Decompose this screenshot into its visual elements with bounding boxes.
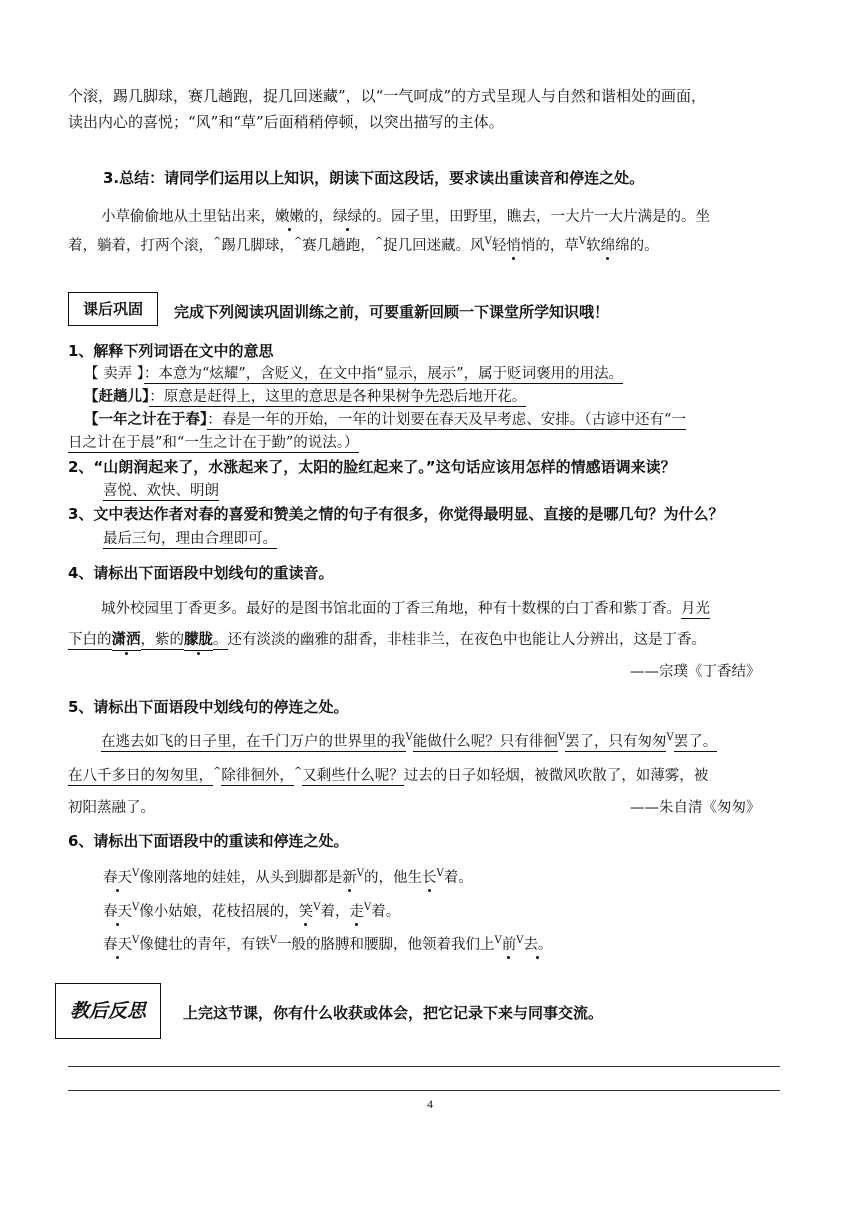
- pause-mark: V: [436, 868, 444, 880]
- passage-text: 还有淡淡的幽雅的甜香，非桂非兰，在夜色中也能让人分辨出，这是丁香。: [227, 632, 706, 648]
- stressed-word: 春天: [103, 900, 132, 921]
- stressed-word: 笑: [299, 900, 314, 921]
- summary-text: 小草偷偷地从土里钻出来，: [101, 209, 275, 225]
- passage-text: 一般的胳膊和腰脚，他领着我们上: [276, 937, 495, 953]
- underlined-sentence: 在八千多日的匆匆里，: [68, 768, 213, 784]
- stressed-word: 前: [502, 933, 517, 954]
- definition: ：本意为“炫耀”，含贬义，在文中指“显示，展示”，属于贬词褒用的用法。: [143, 366, 624, 382]
- underlined-sentence: 在逃去如飞的日子里，在千门万户的世界里的我: [101, 734, 406, 750]
- underlined-sentence: 。: [213, 632, 228, 648]
- underlined-sentence: ，紫的: [140, 632, 184, 648]
- stressed-word: 走: [349, 900, 364, 921]
- q4-line-2: [68, 628, 706, 651]
- term: 【赶趟儿】: [84, 389, 150, 405]
- definition: ：春是一年的开始，一年的计划要在春天及早考虑、安排。（古谚中还有“一: [207, 412, 686, 428]
- link-mark: ^: [293, 766, 303, 778]
- underlined-sentence: 罢了，只有匆匆: [564, 734, 667, 750]
- link-mark: ^: [213, 236, 222, 248]
- summary-text: 捉几回迷藏。风: [383, 238, 485, 254]
- summary-text: 的。: [629, 238, 659, 254]
- pause-mark: V: [132, 935, 140, 947]
- stressed-word: 新: [342, 866, 357, 887]
- summary-text: 的，: [304, 209, 333, 225]
- stressed-word: 朦胧: [184, 628, 213, 651]
- summary-text: 着，躺着，打两个滚，: [68, 238, 213, 254]
- pause-mark: V: [494, 935, 502, 947]
- passage-text: 着，: [320, 904, 350, 920]
- term: 【 卖弄 】: [84, 366, 144, 382]
- question-1-title: 1、解释下列词语在文中的意思: [68, 342, 274, 360]
- question-3-title: 3、文中表达作者对春的喜爱和赞美之情的句子有很多，你觉得最明显、直接的是哪几句？为什么？: [68, 505, 724, 523]
- summary-text: 的。园子里，田野里，瞧去，一大片一大片满是的。坐: [362, 209, 710, 225]
- link-mark: ^: [213, 766, 222, 778]
- q1-item-1: [84, 362, 623, 383]
- pause-mark: V: [484, 236, 492, 248]
- q6-sentence-1: [103, 866, 473, 887]
- q1-item-3: [84, 408, 686, 429]
- underlined-sentence: 下白的: [68, 632, 112, 648]
- pause-mark: V: [132, 902, 140, 914]
- pause-mark: V: [516, 935, 524, 947]
- q5-line-1: [101, 730, 717, 751]
- link-mark: ^: [374, 236, 384, 248]
- q1-item-3-cont: [68, 431, 359, 452]
- underlined-sentence: 除徘徊外，: [221, 768, 294, 784]
- passage-text: 着。: [371, 904, 401, 920]
- underlined-sentence: 罢了。: [673, 734, 718, 750]
- q5-line-3: 初阳蒸融了。: [68, 800, 155, 816]
- summary-heading: 3.总结：请同学们运用以上知识，朗读下面这段话，要求读出重读音和停连之处。: [103, 169, 645, 187]
- stressed-word: 绿绿: [333, 205, 362, 226]
- answer: 喜悦、欢快、明朗: [103, 483, 219, 499]
- question-6-title: 6、请标出下面语段中的重读和停连之处。: [68, 832, 349, 850]
- q4-source: ——宗璞《丁香结》: [630, 664, 761, 680]
- underlined-sentence: 又剩些什么呢？: [302, 768, 404, 784]
- pause-mark: V: [666, 732, 674, 744]
- stressed-word: 潇洒: [112, 628, 141, 651]
- reflection-prompt: 上完这节课，你有什么收获或体会，把它记录下来与同事交流。: [183, 1004, 604, 1022]
- intro-line-2: 读出内心的喜悦；“风”和“草”后面稍稍停顿，以突出描写的主体。: [68, 113, 504, 131]
- underlined-sentence: 月光: [681, 601, 710, 617]
- intro-line-1: 个滚，踢几脚球，赛几趟跑，捉几回迷藏”，以“一气呵成”的方式呈现人与自然和谐相处的画面，: [68, 87, 707, 105]
- reflection-label: 教后反思: [55, 983, 161, 1039]
- writing-line: [68, 1066, 780, 1067]
- passage-text: 的，他生: [363, 870, 422, 886]
- stressed-word: 嫩嫩: [275, 205, 304, 226]
- link-mark: ^: [293, 236, 303, 248]
- question-4-title: 4、请标出下面语段中划线句的重读音。: [68, 564, 334, 582]
- passage-text: 像健壮的青年，有铁: [139, 937, 270, 953]
- pause-mark: V: [313, 902, 321, 914]
- pause-mark: V: [578, 236, 587, 248]
- q6-sentence-2: [103, 900, 400, 921]
- summary-text: 的，草: [535, 238, 579, 254]
- q1-item-2: [84, 385, 526, 406]
- page-number: 4: [427, 1097, 433, 1111]
- question-5-title: 5、请标出下面语段中划线句的停连之处。: [68, 698, 349, 716]
- passage-text: 像刚落地的娃娃，从头到脚都是: [139, 870, 343, 886]
- stressed-word: 春天: [103, 866, 132, 887]
- writing-line: [68, 1090, 780, 1091]
- pause-mark: V: [363, 902, 372, 914]
- summary-line-1: [101, 205, 710, 226]
- stressed-word: 去。: [523, 933, 552, 954]
- passage-text: 过去的日子如轻烟，被微风吹散了，如薄雾，被: [403, 768, 709, 784]
- stressed-word: 软绵绵: [586, 234, 630, 255]
- pause-mark: V: [405, 732, 413, 744]
- q4-line-1: [101, 597, 710, 618]
- term: 【一年之计在于春】: [84, 412, 208, 428]
- consolidation-note: 完成下列阅读巩固训练之前，可要重新回顾一下课堂所学知识哦！: [174, 303, 610, 321]
- q6-sentence-3: [103, 933, 552, 954]
- q2-answer: [103, 479, 219, 500]
- answer: 最后三句，理由合理即可。: [103, 531, 277, 547]
- passage-text: 像小姑娘，花枝招展的，: [139, 904, 299, 920]
- q5-source: ——朱自清《匆匆》: [630, 800, 761, 816]
- passage-text: 城外校园里丁香更多。最好的是图书馆北面的丁香三角地，种有十数棵的白丁香和紫丁香。: [101, 601, 681, 617]
- definition: 日之计在于晨”和“一生之计在于勤”的说法。）: [68, 435, 359, 451]
- pause-mark: V: [269, 935, 277, 947]
- question-2-title: 2、“山朗润起来了，水涨起来了，太阳的脸红起来了。”这句话应该用怎样的情感语调来读？: [68, 458, 676, 476]
- summary-line-2: [68, 234, 659, 255]
- underlined-sentence: 能做什么呢？只有徘徊: [412, 734, 558, 750]
- pause-mark: V: [557, 732, 565, 744]
- summary-text: 赛几趟跑，: [302, 238, 375, 254]
- passage-text: 着。: [443, 870, 473, 886]
- pause-mark: V: [356, 868, 364, 880]
- q3-answer: [103, 527, 277, 548]
- stressed-word: 春天: [103, 933, 132, 954]
- stressed-word: 轻悄悄: [492, 234, 536, 255]
- stressed-word: 长: [422, 866, 437, 887]
- summary-text: 踢几脚球，: [221, 238, 294, 254]
- q5-line-2: [68, 764, 708, 785]
- consolidation-label: 课后巩固: [68, 292, 158, 326]
- definition: ：原意是赶得上，这里的意思是各种果树争先恐后地开花。: [149, 389, 527, 405]
- pause-mark: V: [132, 868, 140, 880]
